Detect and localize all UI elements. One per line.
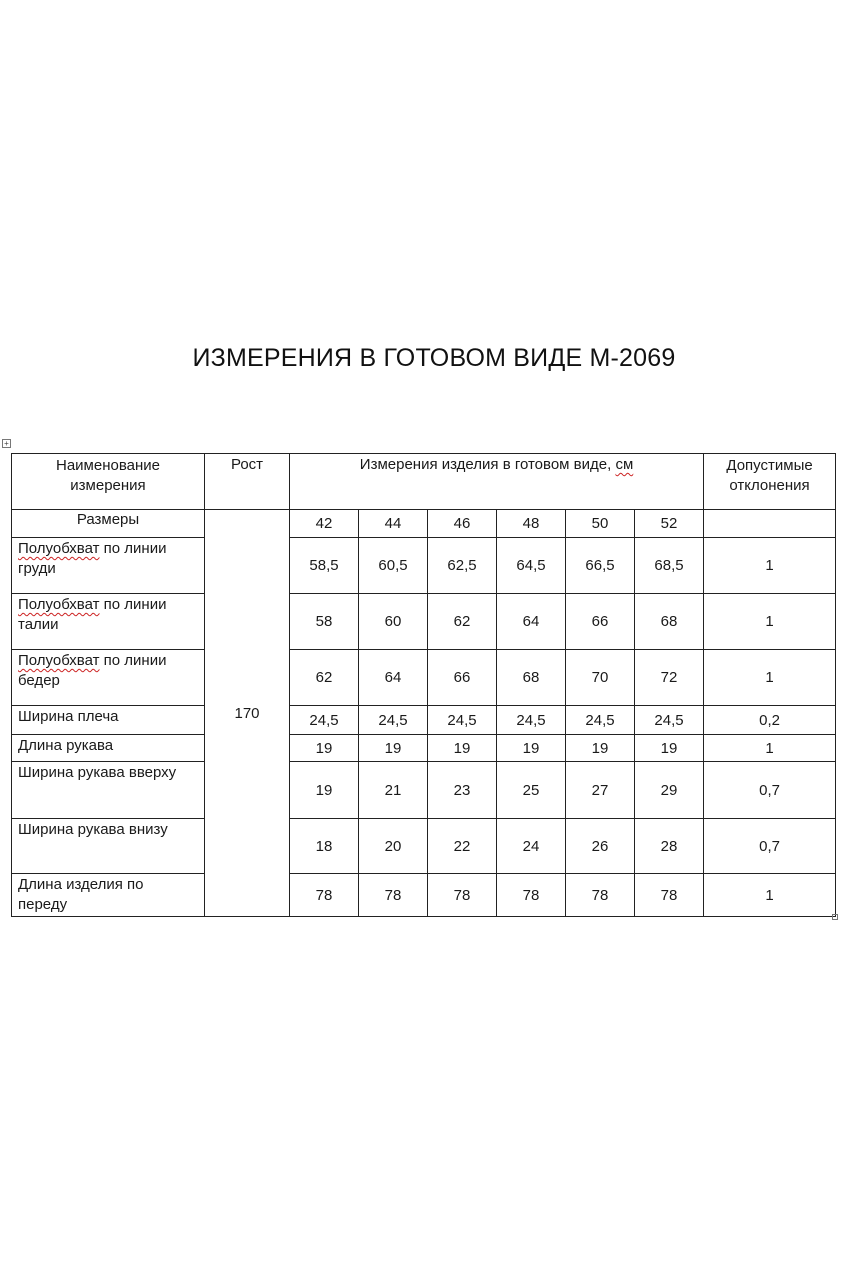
row-label: Ширина рукава внизу <box>18 821 168 838</box>
tolerance-cell: 1 <box>704 650 836 706</box>
row-label-part: груди <box>18 560 56 577</box>
size-cell: 46 <box>428 510 497 538</box>
value-cell: 78 <box>635 874 704 917</box>
value-cell: 28 <box>635 819 704 874</box>
value-cell: 19 <box>428 735 497 762</box>
value-cell: 21 <box>359 762 428 819</box>
value-cell: 60,5 <box>359 538 428 594</box>
table-row <box>12 538 836 594</box>
row-label: Ширина плеча <box>18 708 119 725</box>
table-move-handle-icon[interactable]: + <box>2 439 11 448</box>
row-label-cell <box>12 650 205 706</box>
size-cell: 44 <box>359 510 428 538</box>
row-label-part: по линии <box>99 540 167 557</box>
table-row <box>12 650 836 706</box>
value-cell: 19 <box>566 735 635 762</box>
table-row <box>12 762 836 819</box>
value-cell: 68,5 <box>635 538 704 594</box>
value-cell: 18 <box>290 819 359 874</box>
value-cell: 58,5 <box>290 538 359 594</box>
value-cell: 24,5 <box>428 706 497 735</box>
table-row <box>12 706 836 735</box>
header-tolerance-cell <box>704 454 836 510</box>
value-cell: 62,5 <box>428 538 497 594</box>
row-label-part: Полуобхват <box>18 596 100 613</box>
row-label-cell <box>12 594 205 650</box>
value-cell: 68 <box>497 650 566 706</box>
value-cell: 26 <box>566 819 635 874</box>
table-row <box>12 819 836 874</box>
row-label-part: Полуобхват <box>18 652 100 669</box>
value-cell: 78 <box>428 874 497 917</box>
tolerance-cell: 1 <box>704 874 836 917</box>
header-name-cell <box>12 454 205 510</box>
row-label: Ширина рукава вверху <box>18 764 177 781</box>
measurements-table <box>11 453 836 917</box>
value-cell: 64 <box>497 594 566 650</box>
table-row <box>12 594 836 650</box>
document-title: ИЗМЕРЕНИЯ В ГОТОВОМ ВИДЕ М-2069 <box>192 344 676 372</box>
table-resize-handle-icon[interactable] <box>832 914 838 920</box>
value-cell: 29 <box>635 762 704 819</box>
value-cell: 58 <box>290 594 359 650</box>
row-label-part: переду <box>18 896 68 913</box>
height-value: 170 <box>234 704 260 722</box>
tolerance-cell: 1 <box>704 538 836 594</box>
row-label-cell <box>12 762 205 819</box>
header-measurements-unit: см <box>615 456 634 473</box>
table-row <box>12 735 836 762</box>
header-height-label: Рост <box>230 456 264 473</box>
size-cell: 52 <box>635 510 704 538</box>
value-cell: 19 <box>290 735 359 762</box>
value-cell: 24,5 <box>497 706 566 735</box>
value-cell: 62 <box>290 650 359 706</box>
value-cell: 24 <box>497 819 566 874</box>
value-cell: 60 <box>359 594 428 650</box>
row-label-part: Полуобхват <box>18 540 100 557</box>
header-measurements-cell <box>290 454 704 510</box>
value-cell: 66,5 <box>566 538 635 594</box>
value-cell: 27 <box>566 762 635 819</box>
header-measurements-label: Измерения изделия в готовом виде, <box>359 456 616 473</box>
value-cell: 19 <box>359 735 428 762</box>
header-name-line1: Наименование <box>56 457 160 474</box>
value-cell: 78 <box>290 874 359 917</box>
value-cell: 78 <box>497 874 566 917</box>
row-label: Длина рукава <box>18 737 114 754</box>
tolerance-cell: 0,7 <box>704 819 836 874</box>
size-cell: 42 <box>290 510 359 538</box>
value-cell: 25 <box>497 762 566 819</box>
row-label-part: по линии <box>99 596 167 613</box>
sizes-label-cell <box>12 510 205 538</box>
value-cell: 24,5 <box>359 706 428 735</box>
value-cell: 68 <box>635 594 704 650</box>
header-name-line2: измерения <box>70 477 146 494</box>
value-cell: 24,5 <box>566 706 635 735</box>
table-row <box>12 874 836 917</box>
value-cell: 24,5 <box>635 706 704 735</box>
row-label-cell <box>12 538 205 594</box>
row-label-part: Длина изделия по <box>18 876 144 893</box>
value-cell: 22 <box>428 819 497 874</box>
tolerance-cell: 0,7 <box>704 762 836 819</box>
row-label-part: по линии <box>99 652 167 669</box>
sizes-tolerance-empty-cell <box>704 510 836 538</box>
row-label-cell <box>12 735 205 762</box>
row-label-cell <box>12 874 205 917</box>
height-value-cell <box>205 510 290 917</box>
header-tolerance-line2: отклонения <box>729 477 810 494</box>
value-cell: 78 <box>359 874 428 917</box>
size-cell: 48 <box>497 510 566 538</box>
row-label-part: бедер <box>18 672 60 689</box>
size-cell: 50 <box>566 510 635 538</box>
header-row <box>12 454 836 510</box>
value-cell: 19 <box>635 735 704 762</box>
value-cell: 62 <box>428 594 497 650</box>
value-cell: 20 <box>359 819 428 874</box>
value-cell: 70 <box>566 650 635 706</box>
tolerance-cell: 1 <box>704 594 836 650</box>
row-label-part: талии <box>18 616 59 633</box>
header-height-cell <box>205 454 290 510</box>
value-cell: 64 <box>359 650 428 706</box>
value-cell: 64,5 <box>497 538 566 594</box>
header-tolerance-line1: Допустимые <box>726 457 813 474</box>
value-cell: 66 <box>428 650 497 706</box>
sizes-row <box>12 510 836 538</box>
value-cell: 19 <box>290 762 359 819</box>
row-label-cell <box>12 819 205 874</box>
value-cell: 19 <box>497 735 566 762</box>
sizes-label: Размеры <box>76 511 140 528</box>
row-label-cell <box>12 706 205 735</box>
tolerance-cell: 0,2 <box>704 706 836 735</box>
value-cell: 72 <box>635 650 704 706</box>
tolerance-cell: 1 <box>704 735 836 762</box>
value-cell: 78 <box>566 874 635 917</box>
value-cell: 23 <box>428 762 497 819</box>
value-cell: 24,5 <box>290 706 359 735</box>
value-cell: 66 <box>566 594 635 650</box>
